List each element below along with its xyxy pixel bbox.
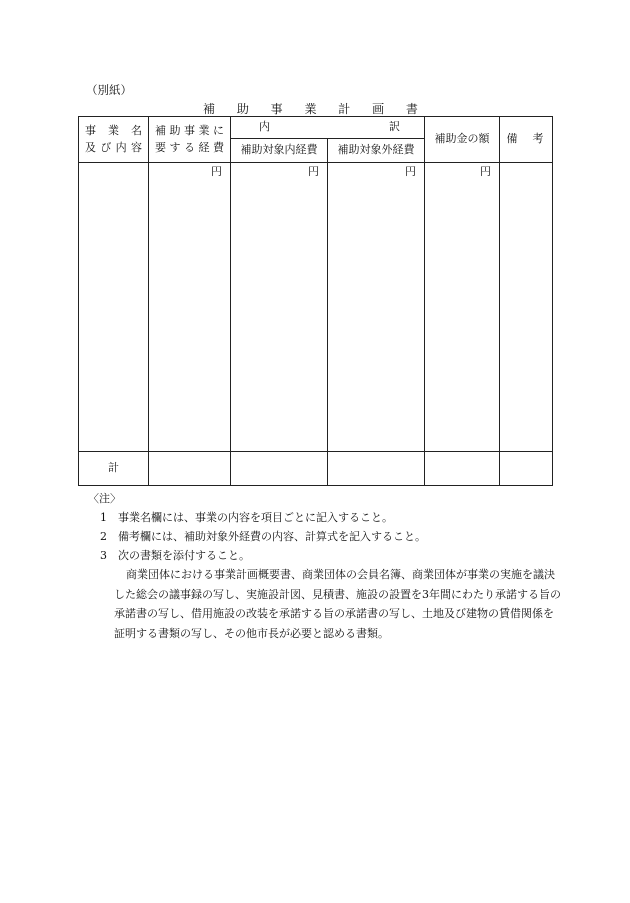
body-remarks-cell <box>500 163 553 452</box>
header-expense <box>149 117 231 163</box>
total-label: 計 <box>79 452 149 486</box>
note-number: 3 <box>100 549 107 562</box>
notes-heading: 〈注〉 <box>88 492 121 505</box>
header-subsidy: 補助金の額 <box>425 117 500 163</box>
header-ineligible: 補助対象外経費 <box>328 139 425 163</box>
total-ineligible-cell <box>328 452 425 486</box>
notes-section <box>84 489 564 643</box>
note-item <box>84 508 564 527</box>
header-eligible: 補助対象内経費 <box>231 139 328 163</box>
total-remarks-cell <box>500 452 553 486</box>
header-project-line2: 及び内容 <box>85 140 142 154</box>
note-number: 1 <box>100 511 107 524</box>
total-expense-cell <box>149 452 231 486</box>
note-number: 2 <box>100 530 107 543</box>
header-breakdown-right: 訳 <box>389 120 400 134</box>
note-item <box>84 527 564 546</box>
header-breakdown <box>231 117 425 139</box>
header-expense-line2: 要する経費 <box>155 140 224 154</box>
header-remarks: 備 考 <box>500 117 553 163</box>
attachment-label: （別紙） <box>86 83 132 97</box>
document-title: 補 助 事 業 計 画 書 <box>203 102 427 116</box>
header-project <box>79 117 149 163</box>
yen-unit-ineligible: 円 <box>328 163 425 452</box>
note-text: 事業名欄には、事業の内容を項目ごとに記入すること。 <box>118 511 393 524</box>
note-attachment-list: 商業団体における事業計画概要書、商業団体の会員名簿、商業団体が事業の実施を議決した総会の議事録の写し、実施設計図、見積書、施設の設置を3年間にわたり承諾する旨の承諾書の写し、借用施設の改装を承諾する旨の承諾書の写し、土地及び建物の賃借関係を証明する書類の写し、その他市長が必要と認める書類。 <box>114 568 561 640</box>
total-eligible-cell <box>231 452 328 486</box>
yen-unit-eligible: 円 <box>231 163 328 452</box>
yen-unit-subsidy: 円 <box>425 163 500 452</box>
body-project-cell <box>79 163 149 452</box>
note-text: 次の書類を添付すること。 <box>118 549 250 562</box>
header-project-line1: 事 業 名 <box>85 124 142 137</box>
note-text: 備考欄には、補助対象外経費の内容、計算式を記入すること。 <box>118 530 426 543</box>
header-expense-line1: 補助事業に <box>155 124 224 137</box>
total-subsidy-cell <box>425 452 500 486</box>
plan-table <box>78 116 553 486</box>
note-item <box>84 546 564 565</box>
yen-unit-expense: 円 <box>149 163 231 452</box>
header-breakdown-left: 内 <box>259 120 270 134</box>
